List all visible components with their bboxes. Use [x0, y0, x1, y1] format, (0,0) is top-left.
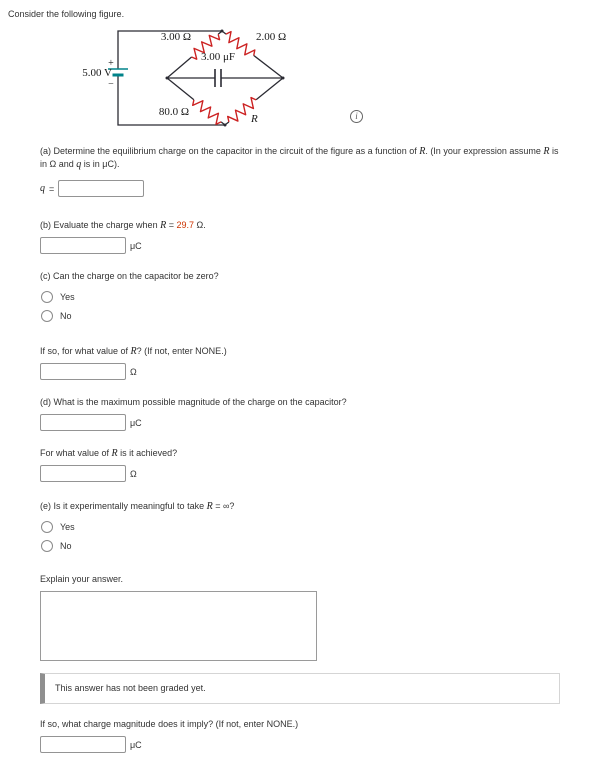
part-d-followup-answer-row	[40, 465, 562, 482]
part-e-followup-answer-input[interactable]	[40, 736, 126, 753]
part-a-text: (a) Determine the equilibrium charge on the capacitor in the circuit of the figure as a function of R. (In your expression assume R is in Ω and q is in μC).	[40, 146, 559, 170]
part-d-followup-unit: Ω	[130, 468, 137, 479]
part-e-option-yes	[40, 520, 562, 534]
part-e-no-label: No	[60, 541, 72, 551]
part-d-answer-row	[40, 414, 562, 431]
part-d-question: (d) What is the maximum possible magnitude of the charge on the capacitor?	[40, 397, 347, 407]
part-c-yes-label: Yes	[60, 292, 75, 302]
resistor-top-right-label: 2.00 Ω	[256, 31, 287, 43]
graded-status-box	[40, 673, 560, 704]
part-b-answer-input[interactable]	[40, 237, 126, 254]
junction-right	[282, 77, 285, 80]
part-d-followup-text: For what value of R is it achieved?	[40, 448, 178, 459]
junction-bottom	[224, 124, 227, 127]
explain-answer-textarea[interactable]	[40, 591, 317, 661]
resistor-top-left-label: 3.00 Ω	[160, 31, 191, 43]
resistor-bottom-right-label: R	[251, 113, 258, 125]
part-c-option-no	[40, 309, 562, 323]
randomized-resistance-value: 29.7	[176, 220, 194, 230]
part-a-answer-input[interactable]	[58, 180, 144, 197]
part-d-unit: μC	[130, 417, 142, 428]
junction-top	[221, 30, 224, 33]
part-e-option-no	[40, 539, 562, 553]
part-b-answer-row	[40, 237, 562, 254]
battery-voltage-label: 5.00 V	[82, 67, 112, 79]
part-a-answer-row: q =	[40, 180, 562, 197]
part-e-text: (e) Is it experimentally meaningful to take R = ∞?	[40, 501, 235, 512]
q-label: q	[40, 183, 45, 194]
part-c-no-label: No	[60, 311, 72, 321]
part-c-question: (c) Can the charge on the capacitor be zero?	[40, 271, 219, 281]
part-c-followup-text: If so, for what value of R? (If not, enter NONE.)	[40, 346, 227, 357]
question-content	[40, 145, 562, 753]
part-d-followup-answer-input[interactable]	[40, 465, 126, 482]
part-c-no-radio[interactable]	[41, 310, 53, 322]
graded-status-text: This answer has not been graded yet.	[55, 683, 206, 693]
junction-left	[166, 77, 169, 80]
resistor-bottom-left-zigzag	[191, 96, 224, 126]
capacitor-label: 3.00 μF	[200, 51, 236, 63]
capacitor-symbol	[215, 69, 221, 87]
part-e-no-radio[interactable]	[41, 540, 53, 552]
part-b-text: (b) Evaluate the charge when R = 29.7 Ω.	[40, 220, 206, 231]
part-e-yes-radio[interactable]	[41, 521, 53, 533]
resistor-bottom-left-label: 80.0 Ω	[158, 106, 189, 118]
part-e-followup-answer-row	[40, 736, 562, 753]
part-b-unit: μC	[130, 240, 142, 251]
part-c-yes-radio[interactable]	[41, 291, 53, 303]
part-c-option-yes	[40, 290, 562, 304]
part-c-answer-input[interactable]	[40, 363, 126, 380]
circuit-figure	[75, 25, 594, 133]
part-e-followup-text: If so, what charge magnitude does it imply? (If not, enter NONE.)	[40, 719, 299, 729]
part-c-unit: Ω	[130, 366, 137, 377]
explain-label: Explain your answer.	[40, 574, 124, 584]
part-c-answer-row	[40, 363, 562, 380]
part-e-followup-unit: μC	[130, 739, 142, 750]
info-icon[interactable]: i	[350, 110, 363, 123]
page-intro: Consider the following figure.	[8, 9, 125, 19]
part-e-yes-label: Yes	[60, 522, 75, 532]
battery-minus-sign: −	[108, 79, 114, 90]
battery-plus-sign: +	[108, 58, 114, 69]
part-d-answer-input[interactable]	[40, 414, 126, 431]
